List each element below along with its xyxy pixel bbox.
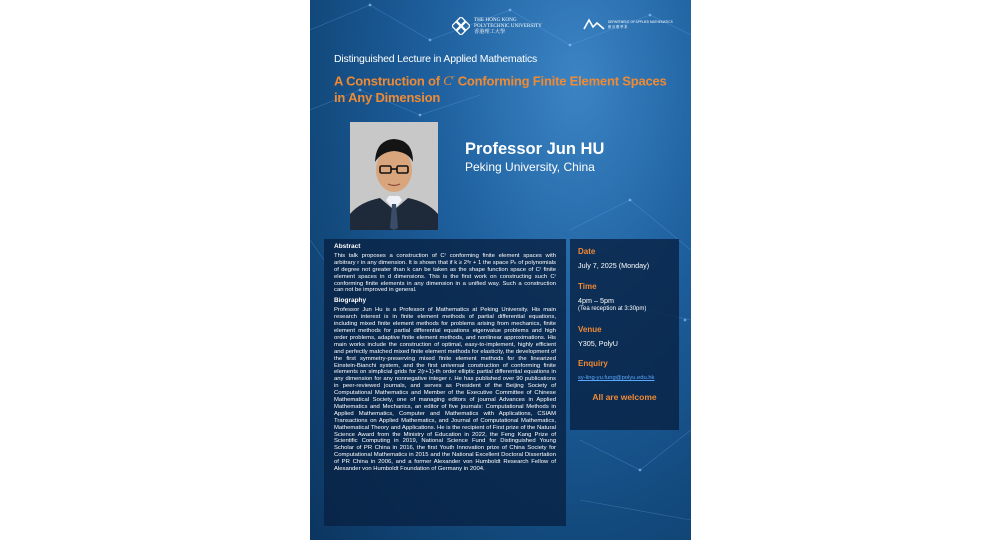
title-math-letter: C: [443, 73, 452, 89]
speaker-photo: [350, 122, 438, 230]
department-name-english: DEPARTMENT OF APPLIED MATHEMATICS: [608, 20, 673, 24]
title-math-symbol: [443, 73, 454, 88]
university-name-chinese: 香港理工大學: [474, 29, 506, 35]
lecture-series: Distinguished Lecture in Applied Mathematics: [334, 53, 538, 65]
speaker-affiliation: Peking University, China: [465, 160, 595, 174]
date-label: Date: [578, 247, 596, 256]
speaker-portrait-illustration: [350, 122, 438, 230]
title-part2: Conforming Finite Element Spaces in Any Dimension: [334, 73, 667, 106]
abstract-text: This talk proposes a construction of Cʳ conforming finite element spaces with arbitrary r in any dimension. It is shown that if k ≥ 2ᵈr + 1 the space Pₖ of polynomials of degree not greater than k can be taken as the shape function space of Cʳ finite element spaces in d dimensions. This is the first work on constructing such Cʳ conforming finite elements in any dimension in a unified way. Such a construction can not be improved in general.: [334, 252, 556, 294]
department-wave-icon: [583, 18, 605, 31]
lecture-title: [334, 70, 674, 106]
university-name-line2: POLYTECHNIC UNIVERSITY: [474, 23, 542, 29]
enquiry-label: Enquiry: [578, 359, 608, 368]
department-name-chinese: 應 用 數 學 系: [608, 25, 628, 29]
polyu-logo: [452, 17, 542, 35]
polyu-emblem-icon: [452, 17, 470, 35]
department-logo: [583, 18, 673, 31]
speaker-name: Professor Jun HU: [465, 140, 605, 158]
biography-text: Professor Jun Hu is a Professor of Mathematics at Peking University. His main research interest is in finite element methods of partial differential equations, including mixed finite element methods for problems arising from mechanics, finite element methods for partial differential equations eigenvalue problems and high order problems, adaptive finite element methods, and nonlinear approximations. His main works include the construction of optimal, easy-to-implement, highly efficient and perfectly matched mixed finite element methods for elasticity, the development of the first symmetry-preserving mixed finite element methods for the linearized Einstein-Bianchi system, and the first universal construction of conforming finite elements on simplicial grids for 2(r+1)-th order elliptic partial differential equations in any dimension for any nonnegative integer r. He has published over 90 publications in peer-reviewed journals, and serves as President of the Beijing Society of Computational Mathematics and Member of the Executive Committee of Chinese Mathematical Society, one of managing editors of journal Advances in Applied Mathematics and Mechanics, an editor of five journals: Computational Methods in Applied Mathematics, Computer and Mathematics with Applications, CSIAM Transactions on Applied Mathematics, and Journal of Computational Mathematics, Mathematical Theory and Applications. He is the recipient of First prize of the Natural Science Award from the Ministry of Education in 2022, the Feng Kang Prize of Scientific Computing in 2019, National Science Fund for Distinguished Young Scholar of PR China in 2016, the first Youth Innovation prize of China Society for Computational Mathematics in 2015 and the National Excellent Doctoral Dissertation of PR China in 2006, and a former Alexander von Humboldt Research Fellow of Alexander von Humboldt Foundation of Germany in 2004.: [334, 307, 556, 473]
enquiry-email-link[interactable]: sy-ling-yu.fung@polyu.edu.hk: [578, 375, 655, 381]
lecture-poster: [310, 0, 691, 540]
abstract-heading: Abstract: [334, 243, 361, 250]
all-welcome-note: All are welcome: [592, 391, 657, 402]
time-value: 4pm – 5pm: [578, 295, 614, 305]
title-part1: A Construction of: [334, 73, 444, 89]
event-details-panel: [570, 239, 679, 430]
venue-label: Venue: [578, 324, 602, 334]
time-label: Time: [578, 281, 597, 291]
date-value: July 7, 2025 (Monday): [578, 261, 650, 270]
tea-reception-note: (Tea reception at 3:30pm): [578, 306, 647, 312]
title-math-superscript: r: [451, 74, 455, 82]
abstract-biography-panel: [324, 239, 566, 526]
university-name-line1: THE HONG KONG: [474, 17, 517, 23]
venue-value: Y305, PolyU: [578, 338, 618, 348]
biography-heading: Biography: [334, 297, 367, 305]
